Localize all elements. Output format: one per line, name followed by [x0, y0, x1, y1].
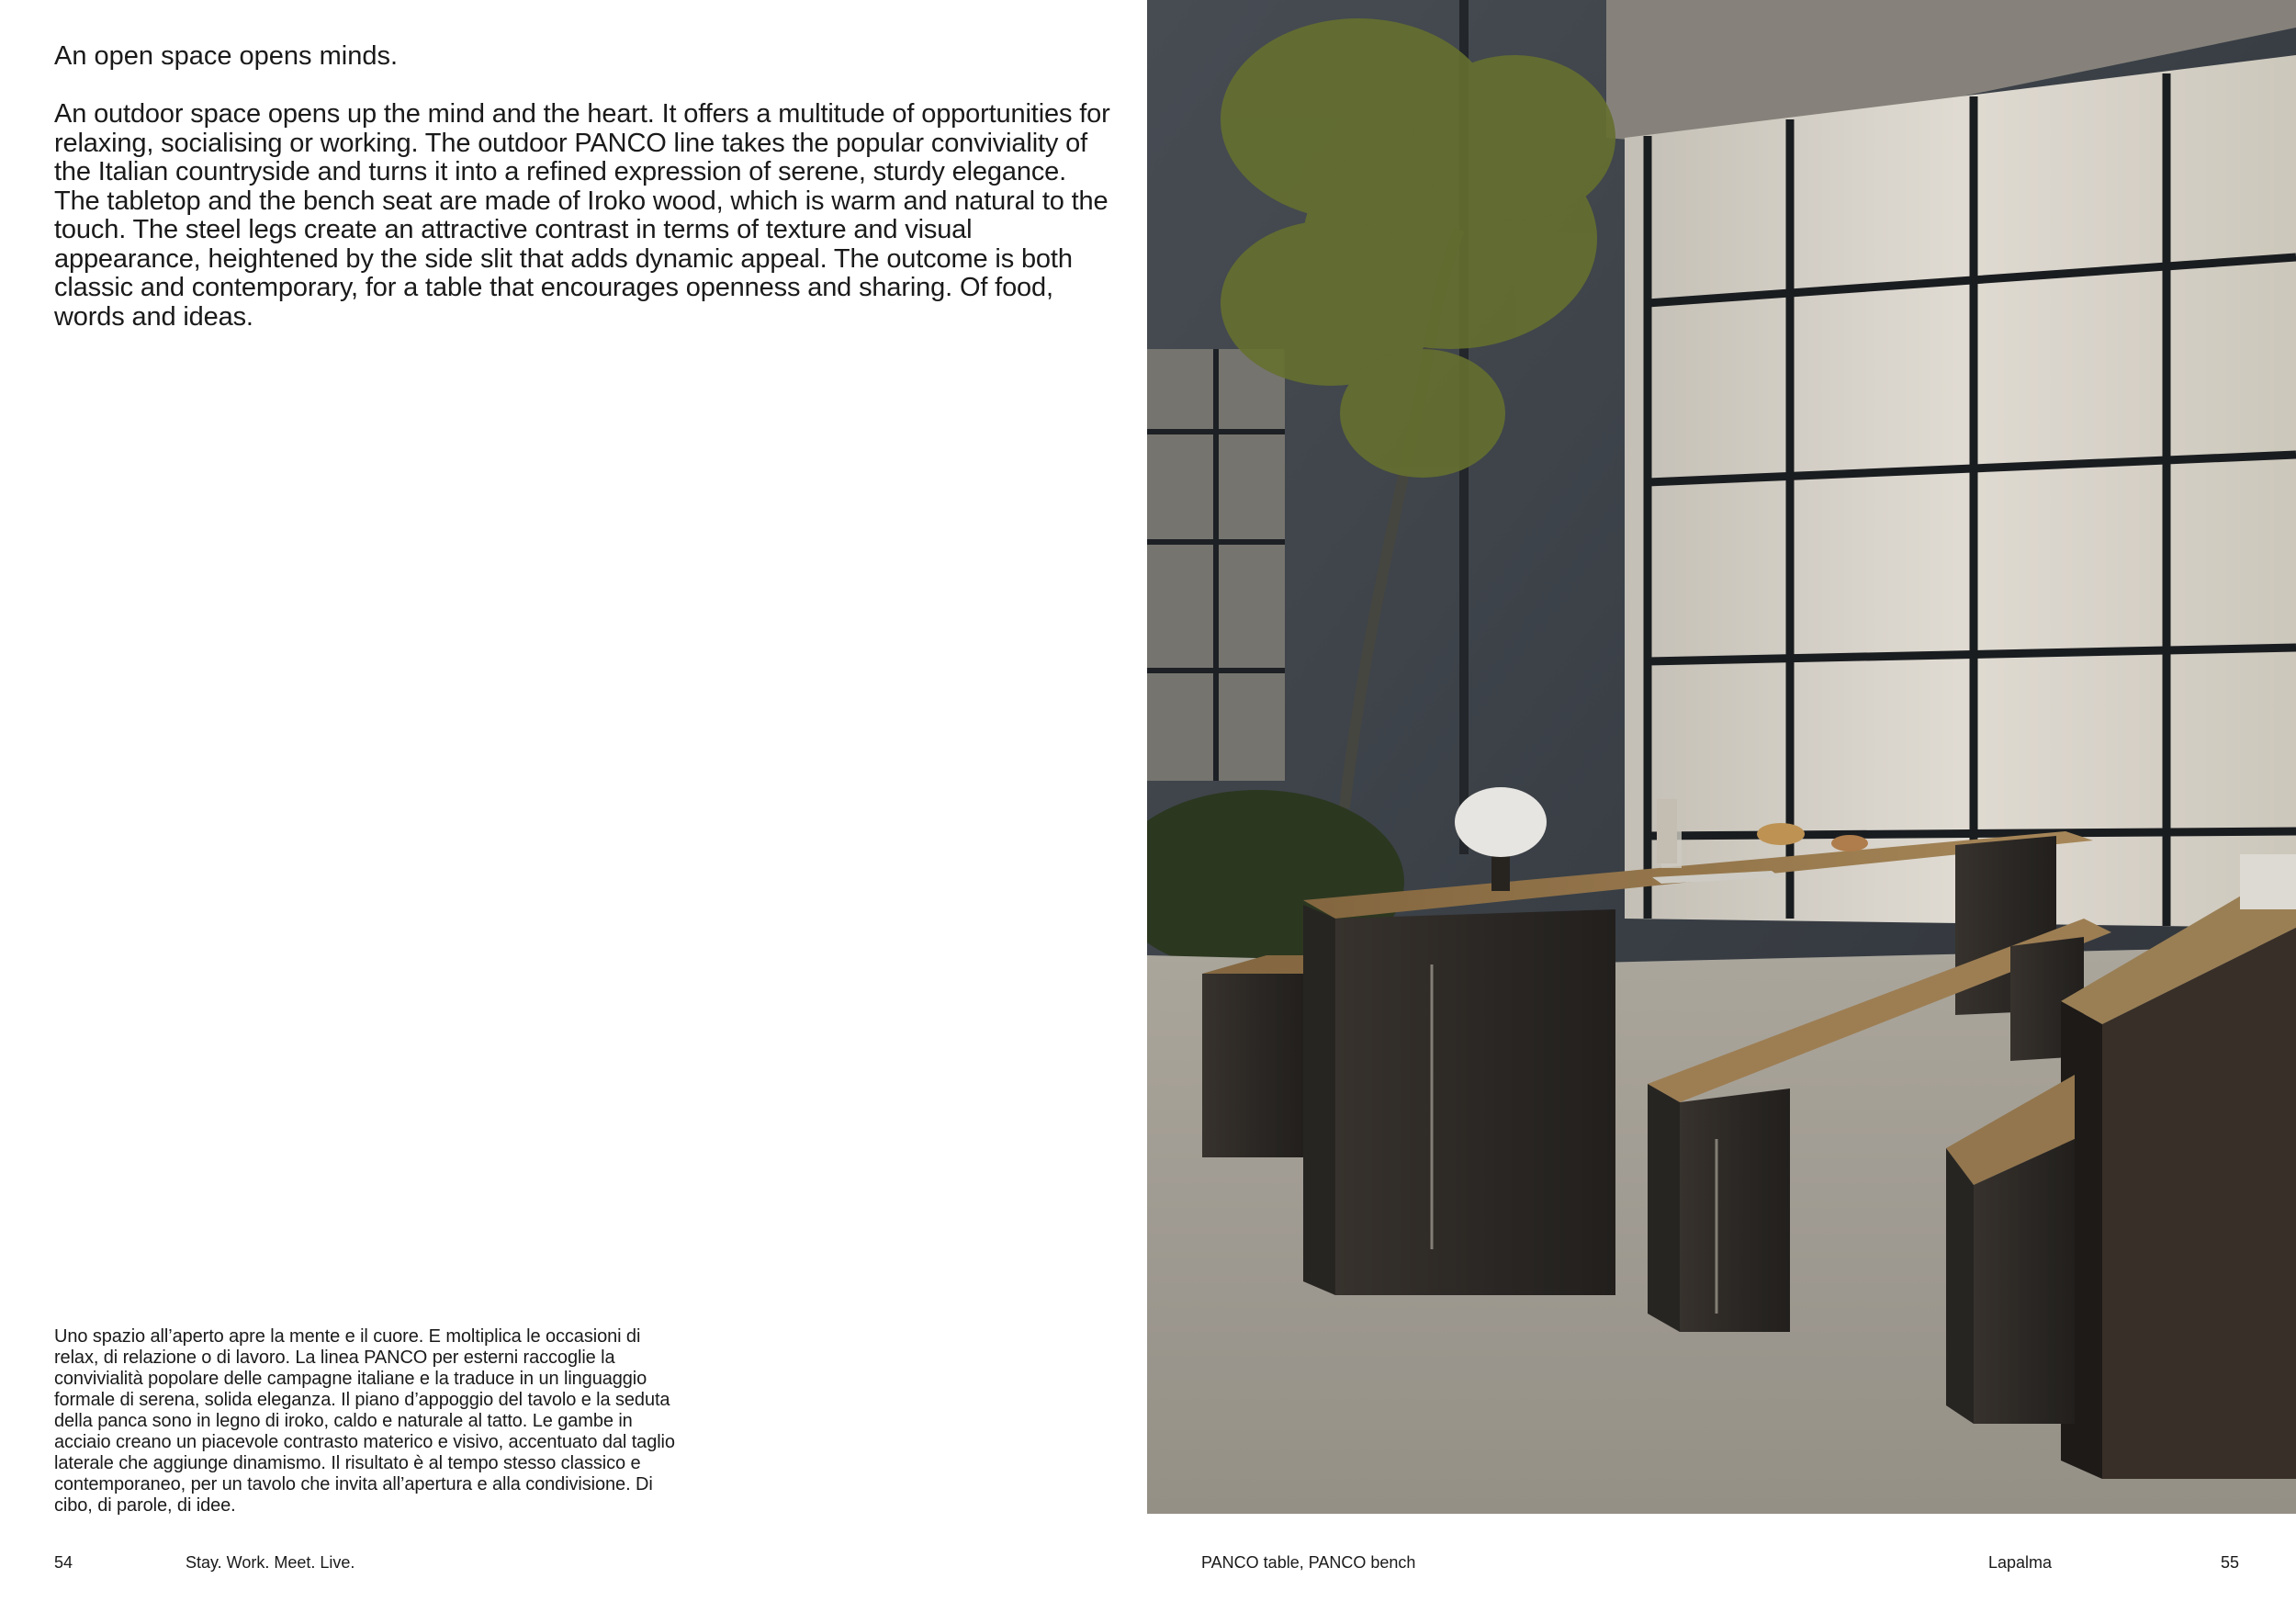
footer-tagline: Stay. Work. Meet. Live.	[186, 1553, 355, 1572]
left-page	[0, 0, 1147, 1624]
outdoor-table-bench-photo	[1147, 0, 2296, 1514]
page-number-left: 54	[54, 1553, 73, 1572]
italian-body-text: Uno spazio all’aperto apre la mente e il cuore. E moltiplica le occasioni di relax, di relazione o di lavoro. La linea PANCO per esterni raccoglie la convivialità popolare delle campagne italiane e la traduce in un linguaggio formale di serena, solida eleganza. Il piano d’appoggio del tavolo e la seduta della panca sono in legno di iroko, caldo e naturale al tatto. Le gambe in acciaio creano un piacevole contrasto materico e visivo, accentuato dal taglio laterale che aggiunge dinamismo. Il risultato è al tempo stesso classico e contemporaneo, per un tavolo che invita all’apertura e alla condivisione. Di cibo, di parole, di idee.	[54, 1326, 675, 1516]
photo-caption: PANCO table, PANCO bench	[1201, 1553, 1416, 1572]
shade-overlay	[1147, 0, 2296, 1514]
english-body-text: An outdoor space opens up the mind and the heart. It offers a multitude of opportunities for relaxing, socialising or working. The outdoor PANCO line takes the popular conviviality of the Italian countryside and turns it into a refined expression of serene, sturdy elegance. The tabletop and the bench seat are made of Iroko wood, which is warm and natural to the touch. The steel legs create an attractive contrast in terms of texture and visual appearance, heightened by the side slit that adds dynamic appeal. The outcome is both classic and contemporary, for a table that encourages openness and sharing. Of food, words and ideas.	[54, 99, 1110, 332]
photo-illustration	[1147, 0, 2296, 1514]
page-heading: An open space opens minds.	[54, 41, 399, 71]
page-number-right: 55	[2221, 1553, 2240, 1572]
brand-name: Lapalma	[1988, 1553, 2053, 1572]
